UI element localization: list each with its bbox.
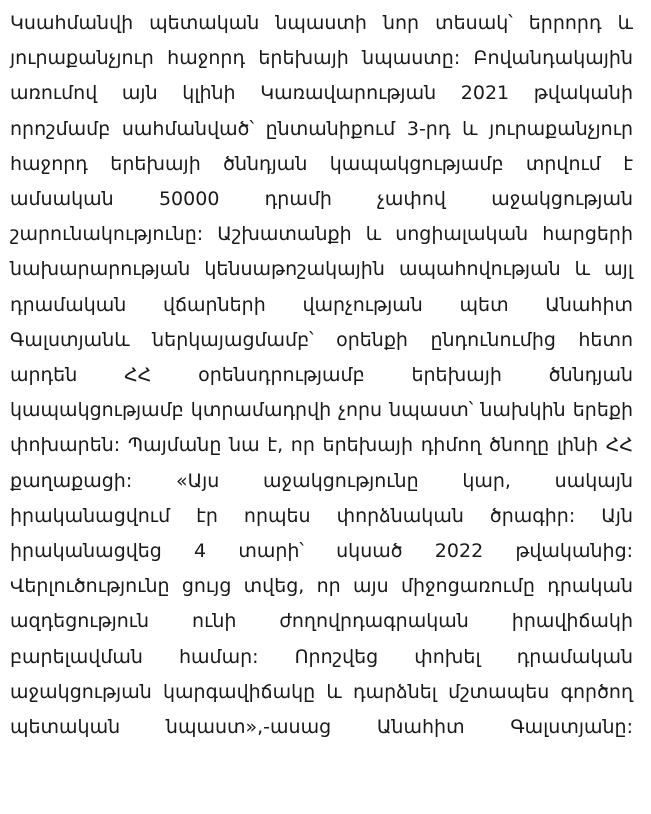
article-paragraph: Կսահմանվի պետական նպաստի նոր տեսակ՝ երրորդ և յուրաքանչյուր հաջորդ երեխայի նպաստը: Բովանդակային առումով այն կլինի Կառավարության 2021 թվականի որոշմամբ սահմանված՝ ընտանիքում 3-րդ և յուրաքանչյուր հաջորդ երեխայի ծննդյան կապակցությամբ տրվում է ամսական 50000 դրամի չափով աջակցության շարունակությունը: Աշխատանքի և սոցիալական հարցերի նախարարության կենսաթոշակային ապահովության և այլ դրամական վճարների վարչության պետ Անահիտ Գալստյանև ներկայացմամբ՝ օրենքի ընդունումից հետո արդեն ՀՀ օրենսդրությամբ երեխայի ծննդյան կապակցությամբ կտրամադրվի չորս նպաստ՝ նախկին երեքի փոխարեն: Պայմանը նա է, որ երեխայի դիմող ծնողը լինի ՀՀ քաղաքացի: «Այս աջակցությունը կար, սակայն իրականացվում էր որպես փորձնական ծրագիր: Այն իրականացվեց 4 տարի՝ սկսած 2022 թվականից: Վերլուծությունը ցույց տվեց, որ այս միջոցառումը դրական ազդեցություն ունի ժողովրդագրական իրավիճակի բարելավման համար: Որոշվեց փոխել դրամական աջակցության կարգավիճակը և դարձնել մշտապես գործող պետական նպաստ»,-ասաց Անահիտ Գալստյանը: [10, 12, 633, 739]
